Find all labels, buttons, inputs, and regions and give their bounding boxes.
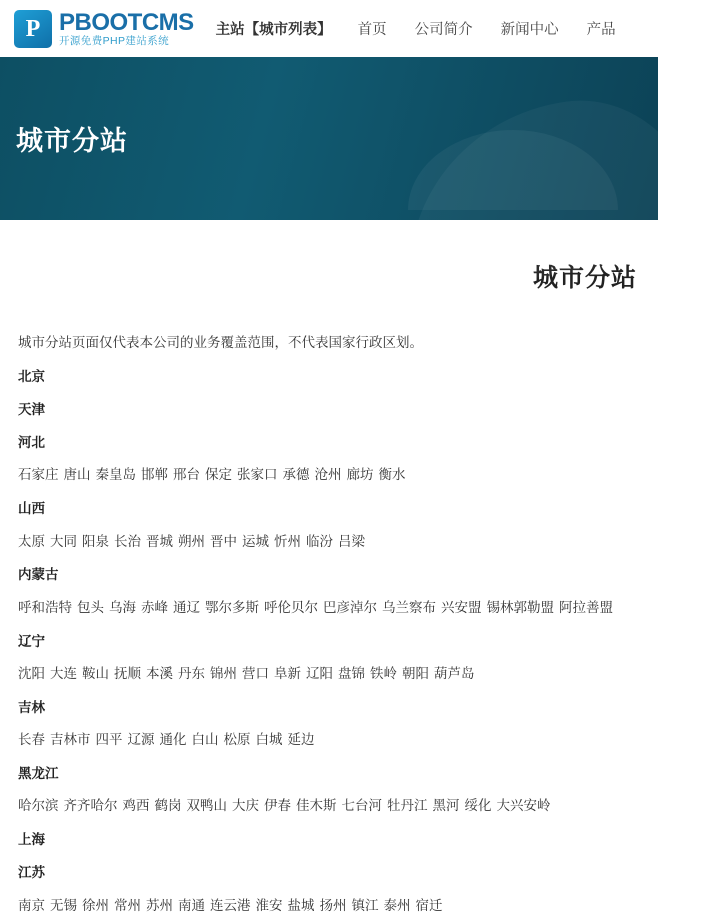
logo-mark-letter: P	[25, 15, 41, 42]
logo-text	[59, 10, 194, 47]
city-link[interactable]: 大庆	[232, 798, 259, 814]
city-list	[18, 664, 640, 685]
city-link[interactable]: 锡林郭勒盟	[486, 599, 554, 615]
city-link[interactable]: 扬州	[319, 897, 347, 913]
region-name[interactable]: 辽宁	[18, 633, 45, 649]
city-link[interactable]: 临汾	[306, 533, 333, 549]
city-link[interactable]: 呼伦贝尔	[264, 599, 318, 615]
city-link[interactable]: 张家口	[237, 467, 278, 483]
city-link[interactable]: 长春	[18, 732, 45, 748]
city-link[interactable]: 淮安	[255, 897, 283, 913]
banner-title: 城市分站	[16, 126, 128, 156]
city-link[interactable]: 宿迁	[415, 897, 443, 913]
region-list	[18, 367, 640, 917]
city-link[interactable]: 齐齐哈尔	[63, 798, 118, 814]
city-link[interactable]: 泰州	[383, 897, 411, 913]
city-link[interactable]: 佳木斯	[296, 798, 337, 814]
city-link[interactable]: 通辽	[173, 599, 200, 615]
city-link[interactable]: 太原	[18, 533, 45, 549]
city-list	[18, 532, 640, 553]
city-link[interactable]: 唐山	[63, 467, 91, 483]
city-link[interactable]: 晋中	[210, 533, 237, 549]
region-name[interactable]: 黑龙江	[18, 765, 59, 781]
region-block	[18, 863, 640, 916]
city-link[interactable]: 吉林市	[50, 732, 91, 748]
city-link[interactable]: 大同	[50, 533, 77, 549]
city-link[interactable]: 本溪	[146, 665, 173, 681]
city-link[interactable]: 镇江	[351, 897, 379, 913]
region-block	[18, 698, 640, 751]
city-link[interactable]: 衡水	[378, 467, 406, 483]
city-link[interactable]: 沧州	[314, 467, 342, 483]
city-link[interactable]: 葫芦岛	[434, 665, 475, 681]
city-link[interactable]: 秦皇岛	[95, 467, 136, 483]
logo-title: PBOOTCMS	[59, 8, 194, 36]
city-link[interactable]: 阳泉	[82, 533, 109, 549]
city-link[interactable]: 牡丹江	[387, 798, 428, 814]
city-link[interactable]: 邯郸	[141, 467, 168, 483]
city-link[interactable]: 承德	[282, 467, 310, 483]
city-link[interactable]: 保定	[205, 467, 232, 483]
city-link[interactable]: 南通	[178, 897, 205, 913]
city-link[interactable]: 吕梁	[338, 533, 365, 549]
nav-item-products[interactable]: 产品	[586, 22, 616, 38]
city-link[interactable]: 通化	[159, 732, 187, 748]
region-block	[18, 632, 640, 685]
city-link[interactable]: 双鸭山	[186, 798, 227, 814]
city-link[interactable]: 四平	[95, 732, 123, 748]
city-link[interactable]: 延边	[287, 732, 315, 748]
city-link[interactable]: 绥化	[464, 798, 492, 814]
city-link[interactable]: 连云港	[210, 897, 251, 913]
city-link[interactable]: 运城	[242, 533, 269, 549]
city-link[interactable]: 南京	[18, 897, 45, 913]
region-name[interactable]: 内蒙古	[18, 567, 59, 583]
city-link[interactable]: 石家庄	[18, 467, 59, 483]
city-link[interactable]: 包头	[77, 599, 104, 615]
site-header	[0, 0, 658, 57]
city-link[interactable]: 辽阳	[306, 665, 333, 681]
region-block	[18, 499, 640, 552]
region-block	[18, 565, 640, 618]
city-link[interactable]: 赤峰	[141, 599, 168, 615]
city-link[interactable]: 白城	[255, 732, 283, 748]
city-link[interactable]: 兴安盟	[441, 599, 482, 615]
city-link[interactable]: 阜新	[274, 665, 301, 681]
city-link[interactable]: 哈尔滨	[18, 798, 59, 814]
region-name[interactable]: 河北	[18, 435, 45, 451]
city-link[interactable]: 巴彦淖尔	[323, 599, 377, 615]
logo-subtitle: 开源免费PHP建站系统	[59, 35, 169, 48]
region-name[interactable]: 上海	[18, 832, 45, 848]
city-link[interactable]: 朝阳	[402, 665, 429, 681]
region-name[interactable]: 天津	[18, 401, 45, 417]
city-link[interactable]: 白山	[191, 732, 219, 748]
city-link[interactable]: 徐州	[82, 897, 109, 913]
page-banner	[0, 57, 658, 220]
nav-item-news[interactable]: 新闻中心	[500, 22, 559, 38]
city-link[interactable]: 沈阳	[18, 665, 45, 681]
city-link[interactable]: 无锡	[50, 897, 77, 913]
city-link[interactable]: 常州	[114, 897, 141, 913]
logo-mark-icon	[14, 10, 52, 48]
region-name[interactable]: 江苏	[18, 865, 45, 881]
page-title: 城市分站	[532, 264, 637, 292]
city-link[interactable]: 铁岭	[370, 665, 397, 681]
region-name[interactable]: 北京	[18, 368, 45, 384]
city-link[interactable]: 鞍山	[82, 665, 109, 681]
region-block	[18, 367, 640, 387]
city-link[interactable]: 苏州	[146, 897, 173, 913]
city-link[interactable]: 朔州	[178, 533, 205, 549]
city-link[interactable]: 伊春	[264, 798, 291, 814]
city-link[interactable]: 锦州	[210, 665, 237, 681]
site-label: 主站【城市列表】	[215, 22, 332, 38]
city-link[interactable]: 七台河	[341, 798, 382, 814]
nav-item-home[interactable]: 首页	[357, 22, 387, 38]
city-list	[18, 796, 640, 817]
region-name[interactable]: 山西	[18, 501, 45, 517]
city-link[interactable]: 鸡西	[122, 798, 150, 814]
city-link[interactable]: 廊坊	[346, 467, 374, 483]
city-link[interactable]: 阿拉善盟	[559, 599, 613, 615]
nav-item-about[interactable]: 公司简介	[414, 22, 473, 38]
city-link[interactable]: 大兴安岭	[496, 798, 551, 814]
city-link[interactable]: 丹东	[178, 665, 205, 681]
city-link[interactable]: 鄂尔多斯	[205, 599, 259, 615]
city-list	[18, 730, 640, 751]
region-block	[18, 433, 640, 486]
city-link[interactable]: 营口	[242, 665, 269, 681]
city-link[interactable]: 长治	[114, 533, 141, 549]
city-link[interactable]: 乌兰察布	[382, 599, 436, 615]
region-block	[18, 764, 640, 817]
city-link[interactable]: 盘锦	[338, 665, 365, 681]
city-link[interactable]: 忻州	[274, 533, 301, 549]
main-content	[0, 220, 658, 917]
city-list	[18, 465, 640, 486]
site-logo[interactable]	[14, 10, 194, 48]
city-link[interactable]: 松原	[223, 732, 251, 748]
region-name[interactable]: 吉林	[18, 699, 45, 715]
region-block	[18, 830, 640, 850]
city-list	[18, 896, 640, 917]
city-link[interactable]: 呼和浩特	[18, 599, 72, 615]
city-link[interactable]: 邢台	[173, 467, 200, 483]
city-link[interactable]: 辽源	[127, 732, 155, 748]
city-link[interactable]: 盐城	[287, 897, 315, 913]
city-link[interactable]: 晋城	[146, 533, 173, 549]
city-link[interactable]: 抚顺	[114, 665, 141, 681]
city-list	[18, 598, 640, 619]
city-link[interactable]: 乌海	[109, 599, 136, 615]
city-link[interactable]: 鹤岗	[154, 798, 182, 814]
main-nav	[358, 18, 616, 39]
city-link[interactable]: 大连	[50, 665, 77, 681]
page-intro: 城市分站页面仅代表本公司的业务覆盖范围，不代表国家行政区划。	[18, 335, 423, 350]
city-link[interactable]: 黑河	[432, 798, 460, 814]
region-block	[18, 400, 640, 420]
